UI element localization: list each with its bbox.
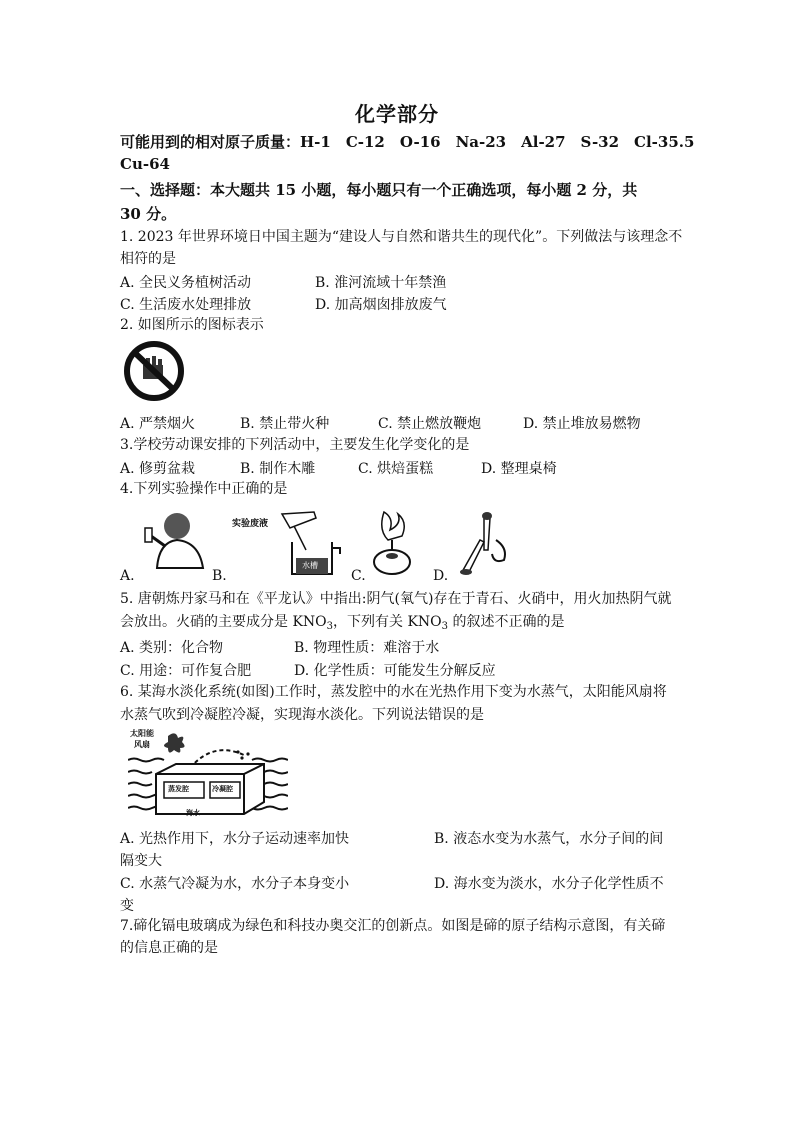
atomic-masses: 可能用到的相对原子质量：H-1 C-12 O-16 Na-23 Al-27 S-32 Cl-35.5 xyxy=(120,133,695,151)
q2-stem: 2. 如图所示的图标表示 xyxy=(120,317,264,333)
no-fire-sign-icon xyxy=(120,340,188,402)
sink-label: 水槽 xyxy=(302,561,318,570)
q3-option-c: C. 烘焙蛋糕 xyxy=(358,461,434,477)
q1-stem-cont: 相符的是 xyxy=(120,251,176,267)
dropper-illustration-icon xyxy=(450,510,522,576)
q2-option-b: B. 禁止带火种 xyxy=(240,416,330,432)
q5-option-a: A. 类别：化合物 xyxy=(120,640,224,656)
waste-liquid-label: 实验废液 xyxy=(232,519,269,529)
q1-option-c: C. 生活废水处理排放 xyxy=(120,297,252,313)
q5-text-part: 会放出。火硝的主要成分是 KNO xyxy=(120,614,327,630)
q2-option-d: D. 禁止堆放易燃物 xyxy=(523,416,641,432)
q7-stem: 7.碲化镉电玻璃成为绿色和科技办奥交汇的创新点。如图是碲的原子结构示意图，有关碲 xyxy=(120,918,666,934)
q6-stem-cont: 水蒸气吹到冷凝腔冷凝，实现海水淡化。下列说法错误的是 xyxy=(120,707,484,723)
q5-option-d: D. 化学性质：可能发生分解反应 xyxy=(294,663,496,679)
q3-option-d: D. 整理桌椅 xyxy=(481,461,557,477)
q6-option-b: B. 液态水变为水蒸气，水分子间的间 xyxy=(434,831,664,847)
q2-option-c: C. 禁止燃放鞭炮 xyxy=(378,416,482,432)
atomic-masses-cont: Cu-64 xyxy=(120,155,170,173)
q5-subscript: 3 xyxy=(441,621,449,632)
q4-stem: 4.下列实验操作中正确的是 xyxy=(120,481,288,497)
q5-option-b: B. 物理性质：难溶于水 xyxy=(294,640,440,656)
fan-label: 太阳能 xyxy=(130,728,154,738)
q5-text-part: ，下列有关 KNO xyxy=(333,614,442,630)
q1-option-b: B. 淮河流域十年禁渔 xyxy=(315,275,447,291)
q5-stem: 5. 唐朝炼丹家马和在《平龙认》中指出:阴气(氧气)存在于青石、火硝中，用火加热阴气就 xyxy=(120,591,672,607)
q1-option-a: A. 全民义务植树活动 xyxy=(120,275,252,291)
q7-stem-cont: 的信息正确的是 xyxy=(120,940,218,956)
seawater-label: 海水 xyxy=(186,808,200,817)
q5-stem-cont xyxy=(120,611,564,638)
q5-text-part: 的叙述不正确的是 xyxy=(448,614,565,630)
q4-option-c: C. xyxy=(351,568,366,584)
q1-stem: 1. 2023 年世界环境日中国主题为“建设人与自然和谐共生的现代化”。下列做法与该理念不 xyxy=(120,229,683,245)
desalination-diagram-icon xyxy=(128,728,288,820)
q3-option-b: B. 制作木雕 xyxy=(240,461,316,477)
waste-pouring-illustration-icon xyxy=(232,508,342,578)
q6-option-d-cont: 变 xyxy=(120,898,134,914)
q2-option-a: A. 严禁烟火 xyxy=(120,416,196,432)
q6-stem: 6. 某海水淡化系统(如图)工作时，蒸发腔中的水在光热作用下变为水蒸气，太阳能风扇将 xyxy=(120,684,667,700)
alcohol-lamp-illustration-icon xyxy=(368,508,414,576)
section-heading: 一、选择题：本大题共 15 小题，每小题只有一个正确选项，每小题 2 分，共 xyxy=(120,181,638,199)
smelling-gas-illustration-icon xyxy=(135,508,207,570)
q4-option-a: A. xyxy=(120,568,135,584)
q6-option-a: A. 光热作用下，水分子运动速率加快 xyxy=(120,831,350,847)
condensation-chamber-label: 冷凝腔 xyxy=(212,784,233,793)
section-heading-cont: 30 分。 xyxy=(120,205,177,223)
q4-option-d: D. xyxy=(433,568,449,584)
q6-option-b-cont: 隔变大 xyxy=(120,853,162,869)
fan-label-cont: 风扇 xyxy=(134,739,150,749)
q5-option-c: C. 用途：可作复合肥 xyxy=(120,663,252,679)
q1-option-d: D. 加高烟囱排放废气 xyxy=(315,297,447,313)
q6-option-d: D. 海水变为淡水，水分子化学性质不 xyxy=(434,876,664,892)
q4-option-b: B. xyxy=(212,568,227,584)
q5-subscript: 3 xyxy=(326,621,334,632)
q3-stem: 3.学校劳动课安排的下列活动中，主要发生化学变化的是 xyxy=(120,437,470,453)
page-title: 化学部分 xyxy=(355,102,439,126)
q6-option-c: C. 水蒸气冷凝为水，水分子本身变小 xyxy=(120,876,350,892)
q3-option-a: A. 修剪盆栽 xyxy=(120,461,196,477)
evaporation-chamber-label: 蒸发腔 xyxy=(168,784,189,793)
